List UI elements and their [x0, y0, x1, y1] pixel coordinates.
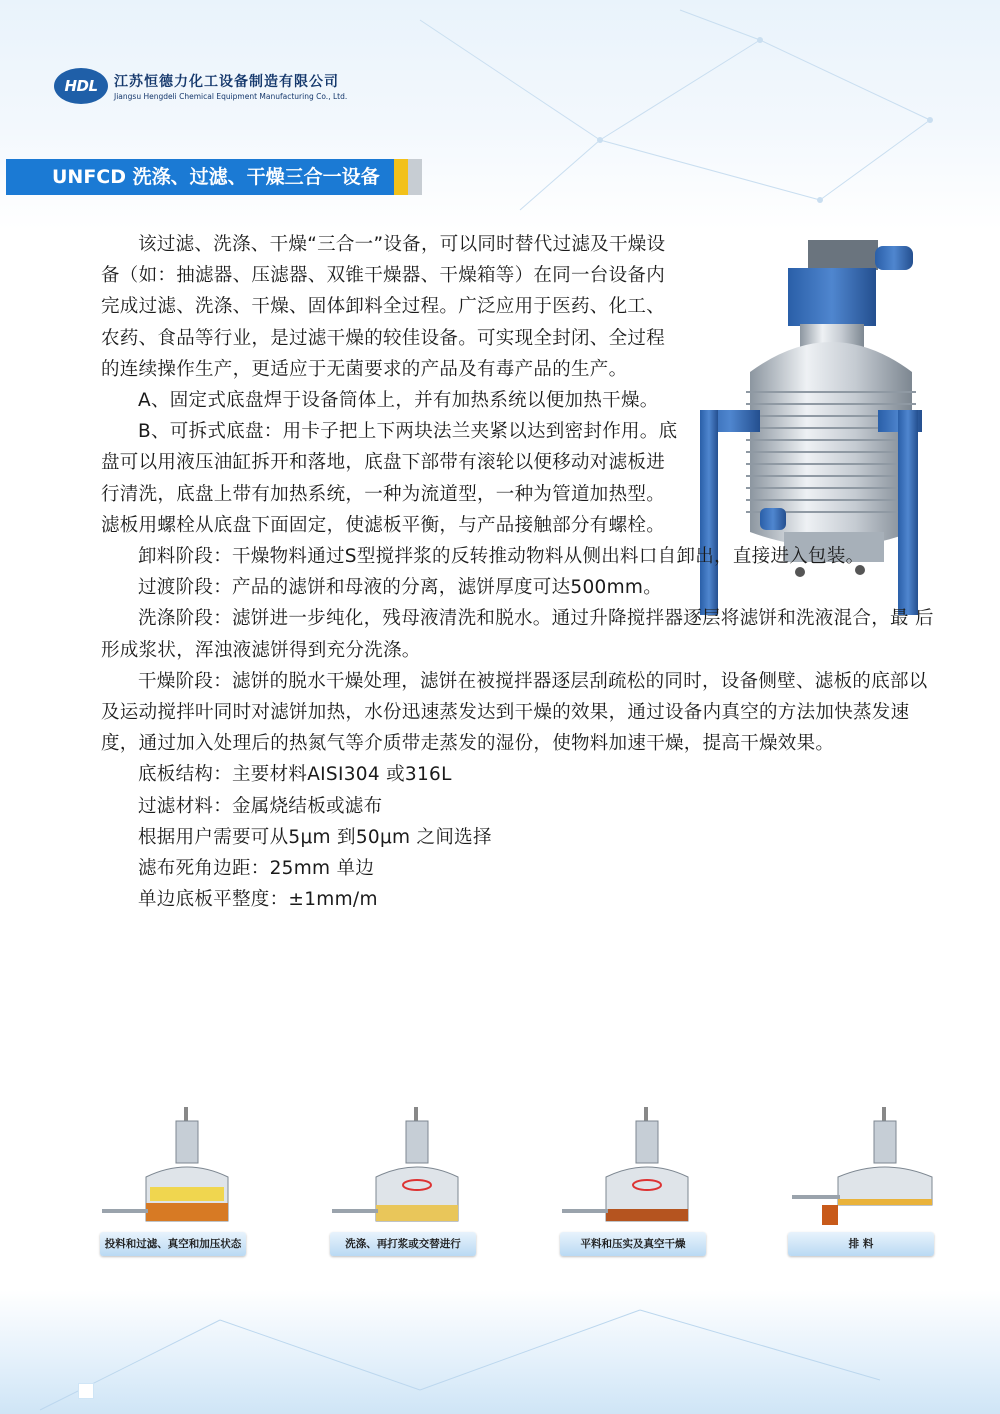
washing-stage-text: 洗涤阶段：滤饼进一步纯化，残母液清洗和脱水。通过升降搅拌器逐层将滤饼和洗液混合，最 后形成浆状，浑浊液滤饼得到充分洗涤。 [101, 608, 934, 661]
company-name-en: Jiangsu Hengdeli Chemical Equipment Manufacturing Co., Ltd. [114, 92, 348, 101]
company-logo [54, 68, 347, 104]
paragraph-b: B、可拆式底盘：用卡子把上下两块法兰夹紧以达到密封作用。底盘可以用液压油缸拆开和落地，底盘下部带有滚轮以便移动对滤板进行清洗，底盘上带有加热系统，一种为流道型，一种为管道加热型。滤板用螺栓从底盘下面固定，使滤板平衡，与产品接触部分有螺栓。 [101, 421, 678, 536]
stage-diagram [560, 1105, 710, 1230]
stage-diagram [330, 1105, 480, 1230]
spec-line: 根据用户需要可从5μm 到50μm 之间选择 [138, 826, 492, 848]
stage-label: 排 料 [788, 1232, 934, 1256]
stage-washing-reslurry [330, 1105, 480, 1260]
body-text [101, 229, 941, 915]
stage-feeding-filtering [100, 1105, 250, 1260]
network-pattern [0, 1290, 1000, 1414]
stage-diagram [100, 1105, 250, 1230]
stage-label: 洗涤、再打浆或交替进行 [330, 1232, 476, 1256]
stage-diagram [788, 1105, 938, 1230]
company-name-cn: 江苏恒德力化工设备制造有限公司 [114, 74, 339, 90]
header-background [0, 0, 1000, 230]
drying-stage-text: 干燥阶段：滤饼的脱水干燥处理，滤饼在被搅拌器逐层刮疏松的同时，设备侧壁、滤板的底部以及运动搅拌叶同时对滤饼加热，水份迅速蒸发达到干燥的效果，通过设备内真空的方法加快蒸发速度，通过加入处理后的热氮气等介质带走蒸发的湿份，使物料加速干燥，提高干燥效果。 [101, 670, 928, 755]
intro-paragraph: 该过滤、洗涤、干燥“三合一”设备，可以同时替代过滤及干燥设备（如：抽滤器、压滤器、双锥干燥器、干燥箱等）在同一台设备内完成过滤、洗涤、干燥、固体卸料全过程。广泛应用于医药、化工、农药、食品等行业，是过滤干燥的较佳设备。可实现全封闭、全过程的连续操作生产，更适应于无菌要求的产品及有毒产品的生产。 [101, 234, 666, 380]
stage-label: 平料和压实及真空干燥 [560, 1232, 706, 1256]
section-title: UNFCD 洗涤、过滤、干燥三合一设备 [52, 166, 380, 188]
unloading-stage-text: 卸料阶段：干燥物料通过S型搅拌浆的反转推动物料从侧出料口自卸出，直接进入包装。 [138, 546, 865, 568]
stage-label: 投料和过滤、真空和加压状态 [100, 1232, 246, 1256]
spec-line: 过滤材料：金属烧结板或滤布 [138, 795, 383, 817]
section-banner [6, 159, 422, 195]
footer-background [0, 1290, 1000, 1414]
process-stages [100, 1105, 940, 1265]
stage-discharge [788, 1105, 938, 1260]
footer-page-marker [78, 1383, 94, 1399]
banner-accent-grey [408, 159, 422, 195]
spec-line: 单边底板平整度：±1mm/m [138, 889, 378, 911]
stage-press-drying [560, 1105, 710, 1260]
spec-line: 滤布死角边距：25mm 单边 [138, 858, 375, 880]
hdl-logo-icon: HDL [54, 68, 108, 104]
transition-stage-text: 过渡阶段：产品的滤饼和母液的分离，滤饼厚度可达500mm。 [138, 577, 663, 599]
banner-accent-yellow [394, 159, 408, 195]
spec-line: 底板结构：主要材料AISI304 或316L [138, 764, 452, 786]
network-pattern [0, 0, 1000, 230]
paragraph-a: A、固定式底盘焊于设备筒体上，并有加热系统以便加热干燥。 [138, 390, 659, 412]
